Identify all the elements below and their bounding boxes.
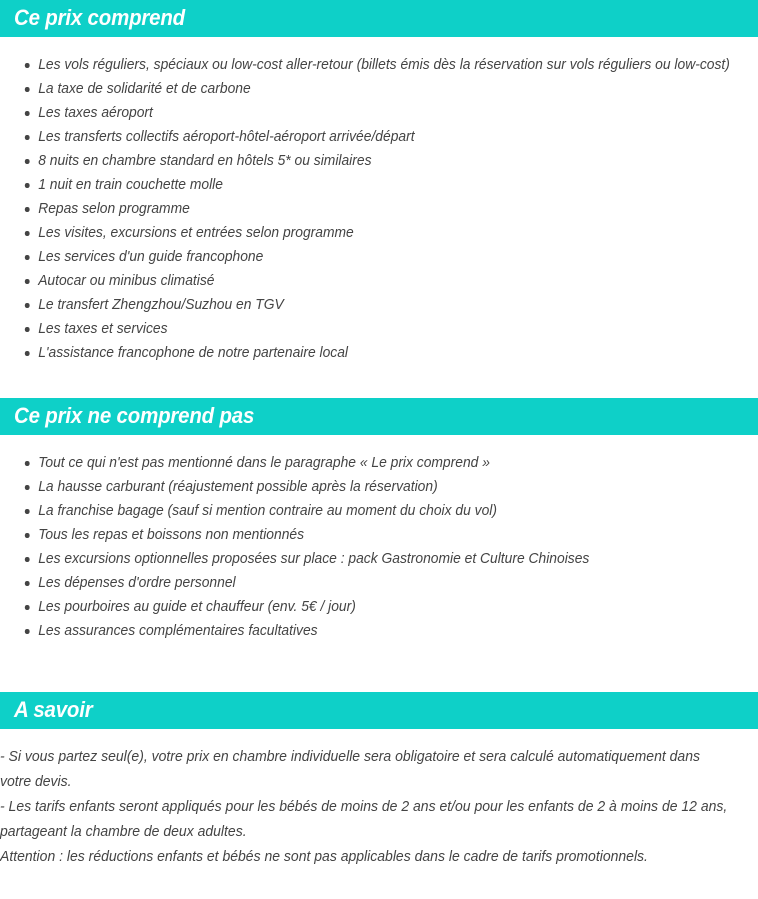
list-item xyxy=(0,547,724,571)
list-item-label: Les pourboires au guide et chauffeur (env. 5€ / jour) xyxy=(38,599,356,615)
list-item xyxy=(0,619,724,643)
bullet-icon xyxy=(25,303,29,308)
list-item xyxy=(0,149,724,173)
list-item-label: L'assistance francophone de notre partenaire local xyxy=(38,345,349,361)
bullet-icon xyxy=(25,87,29,92)
list-item-label: Tous les repas et boissons non mentionnés xyxy=(38,527,305,543)
bullet-icon xyxy=(25,207,29,212)
note-paragraph: - Si vous partez seul(e), votre prix en chambre individuelle sera obligatoire et sera calculé automatiquement dans votre devis. xyxy=(0,749,701,790)
list-item-label: Autocar ou minibus climatisé xyxy=(38,273,215,289)
list-item-label: 8 nuits en chambre standard en hôtels 5* ou similaires xyxy=(38,153,372,169)
list-item-label: 1 nuit en train couchette molle xyxy=(38,177,223,193)
list-item xyxy=(0,293,724,317)
bullet-icon xyxy=(25,279,29,284)
list-item xyxy=(0,221,724,245)
bullet-icon xyxy=(25,183,29,188)
bullet-icon xyxy=(25,255,29,260)
list-item xyxy=(0,269,724,293)
list-item xyxy=(0,523,724,547)
list-item-label: Les excursions optionnelles proposées sur place : pack Gastronomie et Culture Chinoises xyxy=(38,551,590,567)
list-item-label: Les transferts collectifs aéroport-hôtel-aéroport arrivée/départ xyxy=(38,129,415,145)
list-item xyxy=(0,101,724,125)
list-item xyxy=(0,451,724,475)
note-paragraph: - Les tarifs enfants seront appliqués pour les bébés de moins de 2 ans et/ou pour les enfants de 2 à moins de 12 ans, partageant la chambre de deux adultes. xyxy=(0,799,728,840)
bullet-icon xyxy=(25,461,29,466)
bullet-icon xyxy=(25,533,29,538)
excluded-items-list xyxy=(0,451,758,643)
list-item-label: Les dépenses d'ordre personnel xyxy=(38,575,236,591)
list-item xyxy=(0,317,724,341)
list-item-label: Les vols réguliers, spéciaux ou low-cost aller-retour (billets émis dès la réservation sur vols réguliers ou low-cost) xyxy=(38,57,730,73)
bullet-icon xyxy=(25,557,29,562)
list-item-label: Les taxes aéroport xyxy=(38,105,153,121)
included-list-block xyxy=(0,37,758,375)
bullet-icon xyxy=(25,231,29,236)
list-item-label: La franchise bagage (sauf si mention contraire au moment du choix du vol) xyxy=(38,503,497,519)
bullet-icon xyxy=(25,63,29,68)
list-item-label: La hausse carburant (réajustement possible après la réservation) xyxy=(38,479,438,495)
section-title-excluded: Ce prix ne comprend pas xyxy=(14,403,255,428)
note-paragraph: Attention : les réductions enfants et bébés ne sont pas applicables dans le cadre de tarifs promotionnels. xyxy=(0,849,648,865)
list-item xyxy=(0,475,724,499)
list-item xyxy=(0,173,724,197)
bullet-icon xyxy=(25,159,29,164)
list-item-label: La taxe de solidarité et de carbone xyxy=(38,81,251,97)
list-item xyxy=(0,53,730,77)
list-item xyxy=(0,595,724,619)
section-header-good-to-know xyxy=(0,692,758,729)
section-spacer xyxy=(0,375,758,398)
list-item xyxy=(0,341,724,365)
list-item xyxy=(0,125,724,149)
bullet-icon xyxy=(25,351,29,356)
bullet-icon xyxy=(25,485,29,490)
list-item xyxy=(0,197,724,221)
list-item-label: Repas selon programme xyxy=(38,201,190,217)
list-item xyxy=(0,571,724,595)
bullet-icon xyxy=(25,509,29,514)
list-item xyxy=(0,499,724,523)
bullet-icon xyxy=(25,581,29,586)
section-title-included: Ce prix comprend xyxy=(14,5,185,30)
list-item-label: Les taxes et services xyxy=(38,321,168,337)
section-header-excluded xyxy=(0,398,758,435)
bullet-icon xyxy=(25,135,29,140)
list-item-label: Les visites, excursions et entrées selon programme xyxy=(38,225,354,241)
list-item xyxy=(0,77,724,101)
bullet-icon xyxy=(25,629,29,634)
section-header-included xyxy=(0,0,758,37)
excluded-list-block xyxy=(0,435,758,653)
good-to-know-block xyxy=(0,729,758,870)
list-item xyxy=(0,245,724,269)
section-spacer xyxy=(0,653,758,692)
included-items-list xyxy=(0,53,758,365)
bullet-icon xyxy=(25,327,29,332)
list-item-label: Les services d'un guide francophone xyxy=(38,249,264,265)
bullet-icon xyxy=(25,111,29,116)
bullet-icon xyxy=(25,605,29,610)
list-item-label: Tout ce qui n'est pas mentionné dans le paragraphe « Le prix comprend » xyxy=(38,455,490,471)
list-item-label: Les assurances complémentaires facultatives xyxy=(38,623,318,639)
section-title-good-to-know: A savoir xyxy=(14,697,93,722)
list-item-label: Le transfert Zhengzhou/Suzhou en TGV xyxy=(38,297,284,313)
